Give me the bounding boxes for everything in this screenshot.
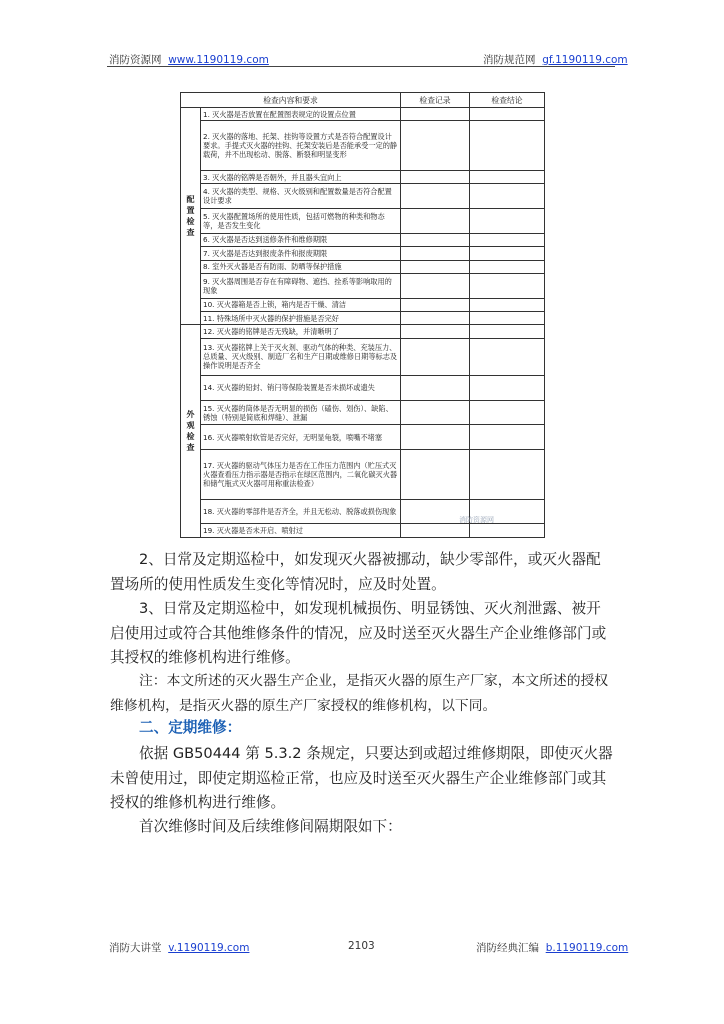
table-header-row: [181, 93, 545, 108]
note-paragraph: 注：本文所述的灭火器生产企业，是指灭火器的原生产厂家，本文所述的授权维修机构，是指灭火器的原生产厂家授权的维修机构，以下同。: [110, 673, 609, 714]
item-text: 1. 灭火器是否放置在配置图表规定的设置点位置: [201, 108, 401, 121]
watermark: 消防资源网: [459, 516, 494, 524]
table-row: [181, 524, 545, 538]
item-text: 17. 灭火器的驱动气体压力是否在工作压力范围内（贮压式灭火器查看压力指示器是否指示在绿区范围内，二氧化碳灭火器和储气瓶式灭火器可用称重法检查）: [201, 450, 401, 499]
section-heading: 二、定期维修：: [139, 719, 242, 736]
item-text: 6. 灭火器是否达到送修条件和维修期限: [201, 233, 401, 246]
conclusion-cell: [470, 260, 545, 273]
table-row: [181, 170, 545, 183]
header-left-link[interactable]: www.1190119.com: [168, 54, 269, 66]
record-cell: [401, 121, 470, 170]
item-text: 7. 灭火器是否达到报废条件和报废期限: [201, 247, 401, 260]
footer-right-link[interactable]: b.1190119.com: [545, 942, 629, 954]
conclusion-cell: [470, 338, 545, 375]
record-cell: [401, 312, 470, 325]
table-row: [181, 325, 545, 338]
item-text: 13. 灭火器铭牌上关于灭火剂、驱动气体的种类、充装压力、总质量、灭火级别、制造厂名和生产日期或维修日期等标志及操作说明是否齐全: [201, 338, 401, 375]
record-cell: [401, 170, 470, 183]
table-row: [181, 450, 545, 499]
item-text: 15. 灭火器的筒体是否无明显的损伤（磕伤、划伤）、缺陷、锈蚀（特别是简底和焊缝）、泄漏: [201, 400, 401, 425]
record-cell: [401, 400, 470, 425]
inspection-table: [180, 92, 544, 538]
section-label-config: 配 置 检 查: [181, 108, 201, 325]
conclusion-cell: [470, 233, 545, 246]
table-row: [181, 400, 545, 425]
item-text: 2. 灭火器的落地、托架、挂钩等设置方式是否符合配置设计要求。手提式灭火器的挂钩、托架安装后是否能承受一定的静载荷，并不出现松动、脱落、断裂和明显变形: [201, 121, 401, 170]
table-row: [181, 184, 545, 209]
conclusion-cell: [470, 425, 545, 450]
record-cell: [401, 375, 470, 400]
paragraph-3: 依据 GB50444 第 5.3.2 条规定，只要达到或超过维修期限，即使灭火器未曾使用过，即使定期巡检正常，也应及时送至灭火器生产企业维修部门或其授权的维修机构进行维修。: [110, 745, 613, 811]
conclusion-cell: [470, 375, 545, 400]
table-row: [181, 375, 545, 400]
conclusion-cell: [470, 273, 545, 298]
header-left-label: 消防资源网: [109, 54, 162, 66]
item-text: 19. 灭火器是否未开启、喷射过: [201, 524, 401, 538]
table-row: [181, 209, 545, 234]
table-row: [181, 273, 545, 298]
record-cell: [401, 298, 470, 311]
col-header-content: 检查内容和要求: [181, 93, 401, 108]
col-header-record: 检查记录: [401, 93, 470, 108]
table-row: [181, 298, 545, 311]
footer-right-label: 消防经典汇编: [476, 942, 539, 954]
item-text: 8. 室外灭火器是否有防雨、防晒等保护措施: [201, 260, 401, 273]
conclusion-cell: [470, 400, 545, 425]
conclusion-cell: [470, 108, 545, 121]
record-cell: [401, 209, 470, 234]
item-text: 14. 灭火器的铅封、销闩等保险装置是否未损坏或遗失: [201, 375, 401, 400]
conclusion-cell: [470, 184, 545, 209]
paragraph-4: 首次维修时间及后续维修间隔期限如下：: [139, 818, 402, 835]
header-right: [483, 52, 628, 67]
conclusion-cell: [470, 298, 545, 311]
item-text: 5. 灭火器配置场所的使用性质，包括可燃物的种类和物态等，是否发生变化: [201, 209, 401, 234]
table-row: [181, 233, 545, 246]
item-text: 16. 灭火器喷射软管是否完好，无明显龟裂，喷嘴不堵塞: [201, 425, 401, 450]
record-cell: [401, 260, 470, 273]
conclusion-cell: [470, 247, 545, 260]
table-row: [181, 425, 545, 450]
item-text: 11. 特殊场所中灭火器的保护措施是否完好: [201, 312, 401, 325]
conclusion-cell: [470, 121, 545, 170]
conclusion-cell: [470, 325, 545, 338]
conclusion-cell: [470, 312, 545, 325]
table-row: [181, 260, 545, 273]
section-label-appearance: 外 观 检 查: [181, 325, 201, 538]
col-header-conclusion: 检查结论: [470, 93, 545, 108]
table-row: [181, 121, 545, 170]
header-right-label: 消防规范网: [483, 54, 536, 66]
record-cell: [401, 450, 470, 499]
record-cell: [401, 425, 470, 450]
table-row: [181, 247, 545, 260]
conclusion-cell: [470, 170, 545, 183]
table-row: [181, 312, 545, 325]
page-number: 2103: [348, 940, 375, 952]
item-text: 10. 灭火器箱是否上锁，箱内是否干燥、清洁: [201, 298, 401, 311]
record-cell: [401, 338, 470, 375]
record-cell: [401, 247, 470, 260]
record-cell: [401, 524, 470, 538]
table-row: [181, 338, 545, 375]
table-row: [181, 108, 545, 121]
footer-left-link[interactable]: v.1190119.com: [168, 942, 250, 954]
item-text: 9. 灭火器周围是否存在有障碍物、遮挡、拴系等影响取用的现象: [201, 273, 401, 298]
header-right-link[interactable]: gf.1190119.com: [542, 54, 628, 66]
item-text: 12. 灭火器的铭牌是否无残缺，并清晰明了: [201, 325, 401, 338]
footer-left: [109, 940, 249, 955]
footer-left-label: 消防大讲堂: [109, 942, 162, 954]
paragraph-2: 3、日常及定期巡检中，如发现机械损伤、明显锈蚀、灭火剂泄露、被开启使用过或符合其他维修条件的情况，应及时送至灭火器生产企业维修部门或其授权的维修机构进行维修。: [110, 600, 607, 666]
paragraph-1: 2、日常及定期巡检中，如发现灭火器被挪动，缺少零部件，或灭火器配置场所的使用性质发生变化等情况时，应及时处置。: [110, 551, 601, 593]
conclusion-cell: [470, 209, 545, 234]
conclusion-cell: [470, 450, 545, 499]
footer-right: [476, 940, 628, 955]
header-divider: [107, 66, 615, 67]
item-text: 3. 灭火器的铭牌是否朝外，并且器头宜向上: [201, 170, 401, 183]
record-cell: [401, 108, 470, 121]
conclusion-cell: [470, 524, 545, 538]
record-cell: [401, 273, 470, 298]
item-text: 18. 灭火器的零部件是否齐全，并且无松动、脱落或损伤现象: [201, 499, 401, 524]
record-cell: [401, 233, 470, 246]
header-left: [109, 52, 269, 67]
item-text: 4. 灭火器的类型、规格、灭火级别和配置数量是否符合配置设计要求: [201, 184, 401, 209]
record-cell: [401, 325, 470, 338]
record-cell: [401, 184, 470, 209]
